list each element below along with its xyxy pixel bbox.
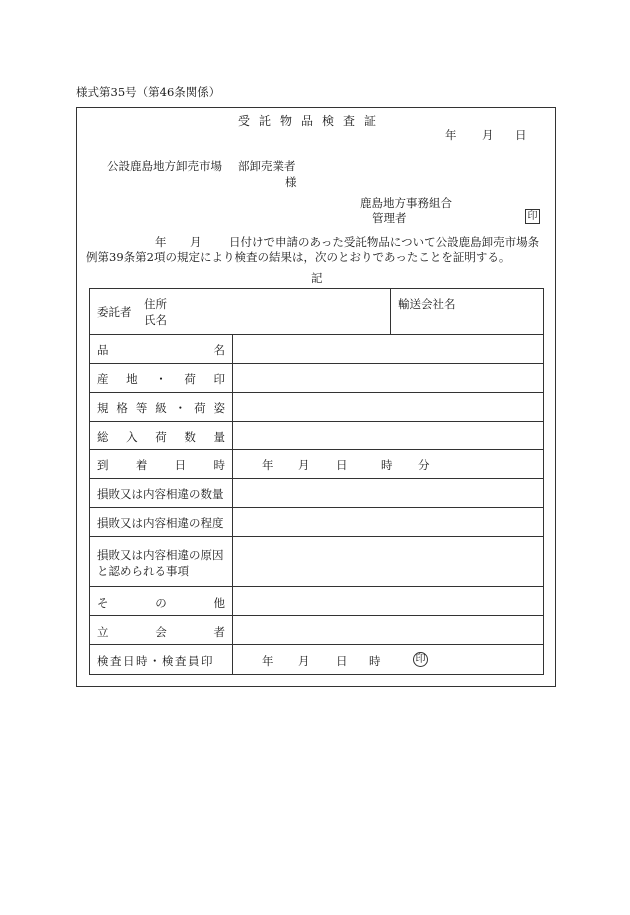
date-day: 日 bbox=[515, 128, 527, 142]
issuer-org: 鹿島地方事務組合 bbox=[360, 196, 452, 210]
addressee-honorific: 様 bbox=[285, 175, 297, 189]
inspection-year: 年 bbox=[262, 654, 274, 668]
row-label: 産地・荷印 bbox=[97, 372, 225, 386]
date-month: 月 bbox=[482, 128, 494, 142]
row-damage-cause-2: と認められる事項 bbox=[97, 564, 189, 578]
ki-label: 記 bbox=[311, 271, 323, 285]
row-total-quantity bbox=[97, 429, 225, 445]
row-label: 規格等級・荷姿 bbox=[97, 401, 225, 415]
form-number: 様式第35号（第46条関係） bbox=[76, 85, 221, 99]
page-title: 受託物品検査証 bbox=[238, 114, 386, 128]
row-item-name bbox=[97, 342, 225, 358]
arrival-hour: 時 bbox=[381, 458, 393, 472]
inspection-day: 日 bbox=[336, 654, 348, 668]
date-year: 年 bbox=[445, 128, 457, 142]
row-origin-mark bbox=[97, 371, 225, 387]
body-line-2: 例第39条第2項の規定により検査の結果は，次のとおりであったことを証明する。 bbox=[86, 250, 511, 264]
row-witness bbox=[97, 624, 225, 640]
inspection-month: 月 bbox=[298, 654, 310, 668]
row-label: 総入荷数量 bbox=[97, 430, 225, 444]
issuer-seal: 印 bbox=[525, 209, 540, 224]
consignor-label: 委託者 bbox=[97, 305, 132, 319]
issuer-title: 管理者 bbox=[372, 211, 407, 225]
row-grade-package bbox=[97, 400, 225, 416]
address-label: 住所 bbox=[144, 297, 167, 311]
row-damage-cause-1: 損敗又は内容相違の原因 bbox=[97, 548, 224, 562]
row-damage-quantity: 損敗又は内容相違の数量 bbox=[97, 487, 224, 501]
arrival-month: 月 bbox=[298, 458, 310, 472]
body-line-1: 日付けで申請のあった受託物品について公設鹿島卸売市場条 bbox=[229, 235, 540, 249]
row-damage-degree: 損敗又は内容相違の程度 bbox=[97, 516, 224, 530]
body-year: 年 bbox=[155, 235, 167, 249]
row-arrival-datetime bbox=[97, 457, 225, 473]
inspector-seal: 印 bbox=[413, 652, 428, 667]
inspection-hour: 時 bbox=[369, 654, 381, 668]
carrier-label: 輸送会社名 bbox=[398, 297, 456, 311]
row-other bbox=[97, 595, 225, 611]
row-label: 品名 bbox=[97, 343, 225, 357]
row-label: その他 bbox=[97, 596, 225, 610]
row-label: 到着日時 bbox=[97, 458, 225, 472]
addressee-dept: 部卸売業者 bbox=[238, 159, 296, 173]
arrival-minute: 分 bbox=[418, 458, 430, 472]
arrival-year: 年 bbox=[262, 458, 274, 472]
name-label: 氏名 bbox=[144, 313, 167, 327]
addressee-market: 公設鹿島地方卸売市場 bbox=[107, 159, 222, 173]
row-label: 立会者 bbox=[97, 625, 225, 639]
body-month: 月 bbox=[190, 235, 202, 249]
row-inspection: 検査日時・検査員印 bbox=[97, 654, 214, 668]
arrival-day: 日 bbox=[336, 458, 348, 472]
